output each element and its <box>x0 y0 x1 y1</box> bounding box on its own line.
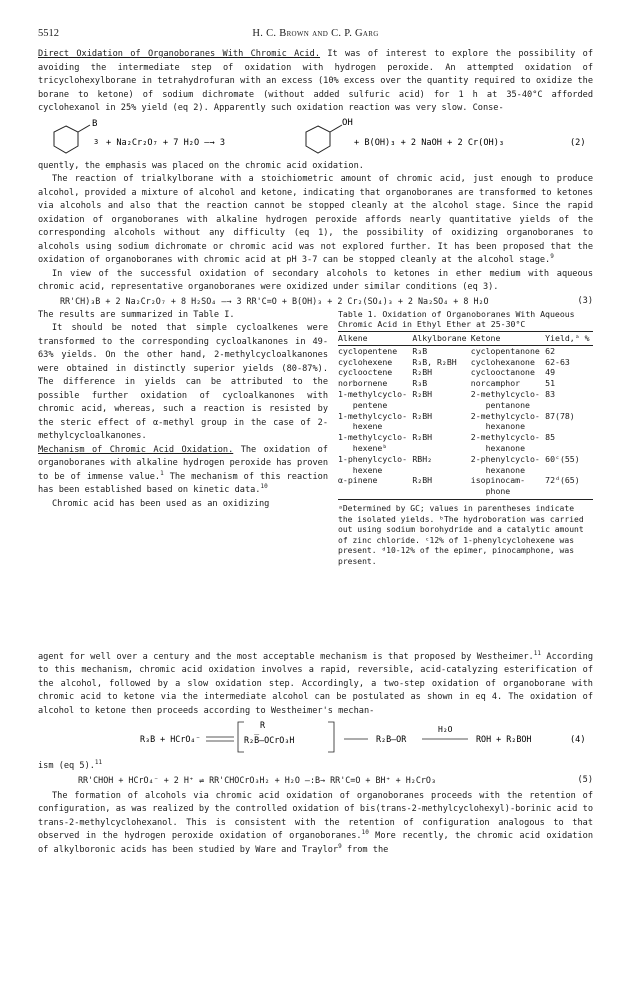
table-body <box>338 331 593 500</box>
chromic-acid-sentence: Chromic acid has been used as an oxidizing <box>52 498 270 509</box>
eq4-left: R₃B + HCrO₄⁻ <box>140 734 201 744</box>
retention-end: from the <box>346 844 389 855</box>
cell: 2-phenylcyclo- hexanone <box>470 453 540 475</box>
cell: cyclooctene <box>338 367 393 378</box>
paragraph-stoichiometric <box>38 173 593 268</box>
equation-4-drawing <box>38 718 593 760</box>
cell: R₃B <box>412 345 428 356</box>
eq3-number: (3) <box>577 295 593 306</box>
ref-11: 11 <box>533 649 541 657</box>
ref-10: 10 <box>260 483 268 491</box>
table-row <box>338 475 593 499</box>
cell: R₂BH <box>412 367 433 378</box>
cell: isopinocam- phone <box>471 475 545 499</box>
equation-2-drawing <box>38 116 593 160</box>
ref-11b: 11 <box>94 759 103 767</box>
eq5-text: RR'CHOH + HCrO₄⁻ + 2 H⁺ ⇌ RR'CHOCrO₃H₂ + H₂O —:B→ RR'C=O + BH⁺ + H₂CrO₃ <box>78 774 436 785</box>
page-number: 5512 <box>38 28 59 39</box>
column-header: Alkylborane <box>412 332 470 346</box>
table-row <box>338 345 593 356</box>
eq3-text: RR'CH)₃B + 2 Na₂Cr₂O₇ + 8 H₂SO₄ —→ 3 RR'C=O + B(OH)₃ + 2 Cr₂(SO₄)₃ + 2 Na₂SO₄ + 8 H₂O <box>60 295 489 306</box>
cell: R₂BH <box>412 432 433 443</box>
cell: 83 <box>545 389 556 400</box>
eq2-number: (2) <box>570 137 586 148</box>
cell: 1-methylcyclo- pentene <box>338 389 408 410</box>
cycloalkenes-paragraph: It should be noted that simple cycloalkenes were transformed to the corresponding cycloalkanones in 49-63% yields. On the other hand, 2-methylcycloalkanones were obtained in distinctly superior yields (80-87%). The difference in yields can be attributed to the possible further oxidation of cycloalkanones with chromic acid, whereas, such a reaction is resisted by the steric effect of α-methyl group in the case of 2-methylcycloalkanones. <box>38 323 328 441</box>
ism-line <box>38 760 593 774</box>
cell: R₃B <box>412 378 428 389</box>
equation-2 <box>38 116 593 160</box>
cell: cyclohexanone <box>470 356 535 367</box>
eq2-reagents: + Na₂Cr₂O₇ + 7 H₂O —→ 3 <box>106 137 225 148</box>
cell: R₂BH <box>412 410 433 421</box>
mechanism-paragraph <box>38 444 328 498</box>
cell: R₃B, R₂BH <box>412 356 457 367</box>
westheimer-paragraph <box>38 651 593 719</box>
table-row <box>338 454 593 476</box>
equation-3 <box>38 295 593 309</box>
cell: 51 <box>545 378 556 389</box>
ref-9b: 9 <box>338 842 342 850</box>
hydroxyl-label: OH <box>342 117 353 128</box>
cell: cyclohexene <box>338 356 393 367</box>
retention-paragraph <box>38 790 593 858</box>
running-header <box>38 28 593 46</box>
left-column <box>38 309 328 512</box>
paragraph-quently: quently, the emphasis was placed on the chromic acid oxidation. <box>38 160 364 171</box>
table-row <box>338 389 593 411</box>
cell: norcamphor <box>470 378 521 389</box>
subscript-3: 3 <box>94 137 99 146</box>
cell: 85 <box>545 432 556 443</box>
intro-text: It was of interest to explore the possibility of avoiding the intermediate step of oxidation with hydrogen peroxide. An attempted oxidation of tricyclohexylborane in tetrahydrofuran with an excess (10% excess over the quantity required to oxidize the borane to ketone) of sodium dichromate (without added sulfuric acid) for 1 h at 35-40°C afforded cyclohexanol in 25% yield (eq 2). Apparently such oxidation reaction was very slow. Conse- <box>38 49 593 113</box>
cell: 62 <box>545 345 556 356</box>
ref-1: 1 <box>160 469 164 477</box>
eq4-number: (4) <box>570 735 586 745</box>
eq2-products: + B(OH)₃ + 2 NaOH + 2 Cr(OH)₃ <box>354 137 505 148</box>
cell: 2-methylcyclo- hexanone <box>470 432 540 454</box>
boron-symbol: B <box>92 118 98 129</box>
eq4-mid: R₂B–OR <box>376 734 407 744</box>
ism-text: ism (eq 5). <box>38 761 95 771</box>
eq4-h2o: H₂O <box>438 725 453 734</box>
cell: cyclopentene <box>338 345 398 356</box>
cell: R₂BH <box>412 475 470 499</box>
cell: 87(78) <box>545 410 575 421</box>
table-caption: Table 1. Oxidation of Organoboranes With Aqueous Chromic Acid in Ethyl Ether at 25-30°C <box>338 308 575 330</box>
eq5-number: (5) <box>577 774 593 785</box>
paper-page <box>38 28 593 857</box>
column-header: Ketone <box>471 332 545 346</box>
ref-9: 9 <box>550 253 554 261</box>
intro-paragraph <box>38 48 593 116</box>
equation-4 <box>38 718 593 760</box>
cell: α-pinene <box>338 475 412 499</box>
eq4-bracket-mid: R₂B̅–OCrO₃H <box>244 735 295 745</box>
two-column-block <box>38 309 593 651</box>
mechanism-text: The oxidation of organoboranes with alkaline hydrogen peroxide has proven to be of immense value. <box>38 444 328 482</box>
equation-5 <box>38 774 593 790</box>
cell: cyclopentanone <box>470 345 540 356</box>
table-row <box>338 432 593 454</box>
column-header: Yield,ᵃ % <box>545 332 593 346</box>
cell: 1-phenylcyclo- hexene <box>338 453 408 475</box>
section-heading-direct-oxidation: Direct Oxidation of Organoboranes With Chromic Acid. <box>38 49 321 59</box>
cell: R₂BH <box>412 389 433 400</box>
eq4-right: ROH + R₂BOH <box>476 734 532 744</box>
cell: 49 <box>545 367 556 378</box>
table-footnote: ᵃDetermined by GC; values in parentheses indicate the isolated yields. ᵇThe hydroboration was carried out using sodium borohydride and a catalytic amount of zinc chloride. ᶜ12% of 1-phenylcyclohexene was present. ᵈ10-12% of the epimer, pinocamphone, was present. <box>338 504 584 566</box>
retention-text: The formation of alcohols via chromic acid oxidation of organoboranes proceeds with the retention of configuration, as was realized by the controlled oxidation of bis(trans-2-methylcyclohexyl)-borinic acid to trans-2-methylcyclohexanol. This is consistent with the retention of configuration analogous to that observed in the hydrogen peroxide oxidation of organoboranes. <box>38 790 593 841</box>
cell: 2-methylcyclo- pentanone <box>470 389 540 410</box>
cell: 1-methylcyclo- hexene <box>338 410 408 432</box>
column-header: Alkene <box>338 332 412 346</box>
cell: 72ᵈ(65) <box>545 475 593 499</box>
cell: 60ᶜ(55) <box>545 453 580 464</box>
table-1 <box>338 309 593 576</box>
cell: 62-63 <box>545 356 570 367</box>
westheimer-text: agent for well over a century and the most acceptable mechanism is that proposed by Westheimer. <box>38 651 534 662</box>
retention-tail: More recently, the chromic acid oxidation of alkylboronic acids has been studied by Ware and Traylor <box>38 831 593 855</box>
table-row <box>338 378 593 389</box>
paragraph-stoichiometric-text: The reaction of trialkylborane with a stoichiometric amount of chromic acid, just enough to produce alcohol, provided a mixture of alcohol and ketone, indicating that organoboranes are transformed to ketones via alcohols and also that the reaction cannot be stopped cleanly at the alcohol stage. Since the rapid oxidation of organoboranes with alkaline hydrogen peroxide affords nearly quantitative yields of the corresponding alcohols without any difficulty (eq 1), the possibility of oxidizing organoboranes to alcohols using sodium dichromate or chromic acid was not explored further. It has been proposed that the oxidation of organoboranes with chromic acid at pH 3-7 can be stopped cleanly at the alcohol stage. <box>38 174 593 265</box>
table-row <box>338 411 593 433</box>
mechanism-description: According to this mechanism, chromic acid oxidation involves a rapid, reversible, acid-catalyzing esterification of the alcohol, followed by a slow oxidation step. Accordingly, a two-step oxidation of organoborane with chromic acid to ketone via the intermediate alcohol can be postulated as shown in eq 4. The oxidation of alcohol to ketone then proceeds according to Westheimer's mechan- <box>38 651 593 716</box>
eq4-bracket-top: R <box>260 720 266 730</box>
mechanism-text-2: The mechanism of this reaction has been established based on kinetic data. <box>38 471 329 495</box>
cell: 1-methylcyclo- hexeneᵇ <box>338 432 408 454</box>
table-row <box>338 357 593 368</box>
author-header: H. C. Brown and C. P. Garg <box>252 28 379 39</box>
results-sentence: The results are summarized in Table I. <box>38 309 235 320</box>
cell: RBH₂ <box>412 453 433 464</box>
ref-10b: 10 <box>361 829 369 837</box>
section-heading-mechanism: Mechanism of Chromic Acid Oxidation. <box>38 444 234 455</box>
cell: cyclooctanone <box>470 367 535 378</box>
paragraph-successful-oxidation: In view of the successful oxidation of secondary alcohols to ketones in ether medium with aqueous chromic acid, representative organoboranes were oxidized under similar conditions (eq 3). <box>38 268 593 292</box>
table-row <box>338 367 593 378</box>
cell: norbornene <box>338 378 388 389</box>
cell: 2-methylcyclo- hexanone <box>470 410 540 432</box>
